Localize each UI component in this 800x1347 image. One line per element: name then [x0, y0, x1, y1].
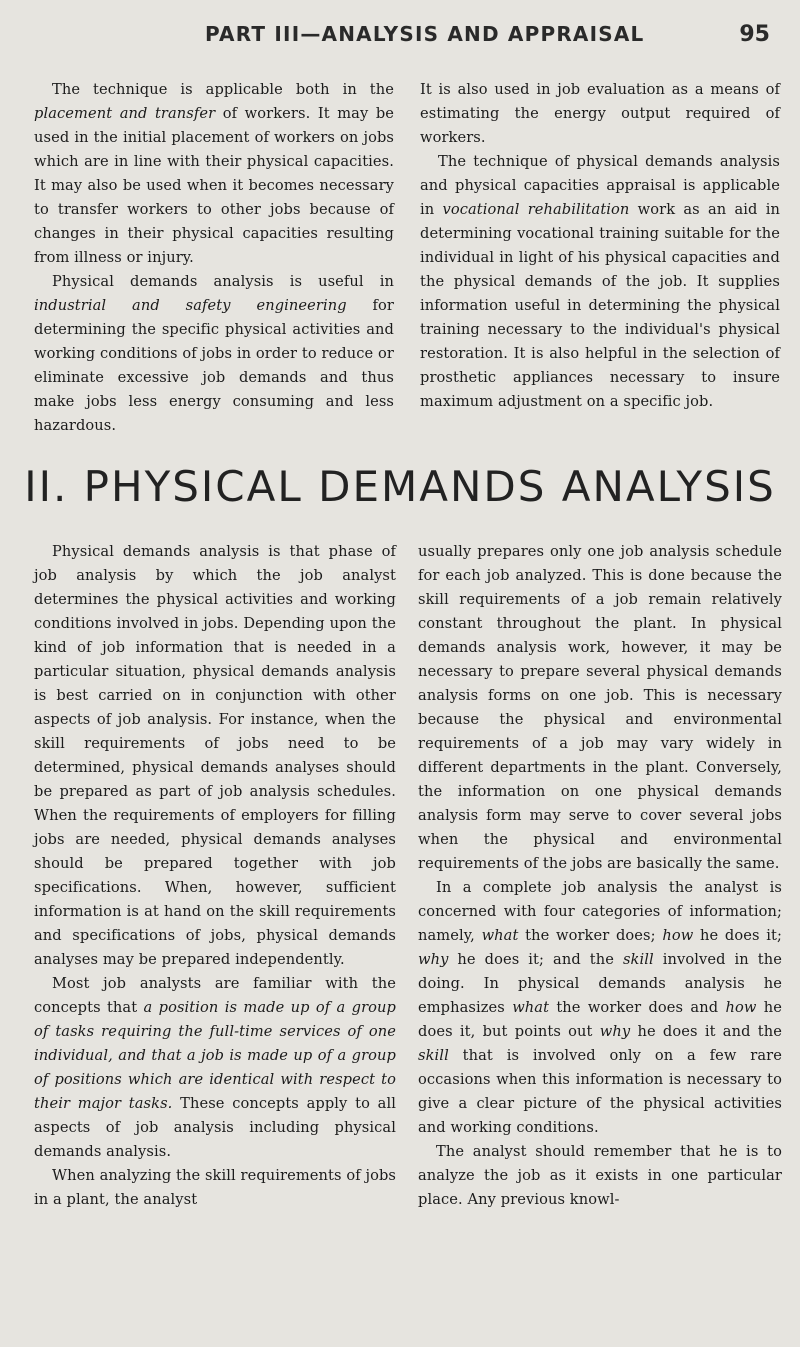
- paragraph-vocational-rehabilitation: The technique of physical demands analysis and physical capacities appraisal is applicable in vocational rehabilitation work as an aid in determining vocational training suitable for the individual in light of his physical capacities and the physical demands of the job. It supplies information useful in determining the physical training necessary to the individual's physical restoration. It is also helpful in the selection of prosthetic appliances necessary to insure maximum adjustment on a specific job.: [420, 153, 780, 410]
- top-left-column: [34, 78, 394, 438]
- paragraph-schedule: usually prepares only one job analysis schedule for each job analyzed. This is done because the skill requirements of a job remain relatively constant throughout the plant. In physical demands analysis work, however, it may be necessary to prepare several physical demands analysis forms on one job. This is necessary because the physical and environmental requirements of a job may vary widely in different departments in the plant. Conversely, the information on one physical demands analysis form may serve to cover several jobs when the physical and environmental requirements of the jobs are basically the same.: [418, 543, 782, 872]
- paragraph-definition: Physical demands analysis is that phase of job analysis by which the job analyst determines the physical activities and working conditions involved in jobs. Depending upon the kind of job information that is needed in a particular situation, physical demands analysis is best carried on in conjunction with other aspects of job analysis. For instance, when the skill requirements of jobs need to be determined, physical demands analyses should be prepared as part of job analysis schedules. When the requirements of employers for filling jobs are needed, physical demands analyses should be prepared together with job specifications. When, however, sufficient information is at hand on the skill requirements and specifications of jobs, physical demands analyses may be prepared independently.: [34, 543, 396, 968]
- running-title: PART III—ANALYSIS AND APPRAISAL: [205, 22, 645, 46]
- bottom-left-column: [34, 540, 396, 1212]
- paragraph-analyst-remember: The analyst should remember that he is to analyze the job as it exists in one particular place. Any previous knowl-: [418, 1143, 782, 1208]
- bottom-right-column: [418, 540, 782, 1212]
- section-heading: II. PHYSICAL DEMANDS ANALYSIS: [24, 462, 776, 511]
- paragraph-placement-transfer: The technique is applicable both in the placement and transfer of workers. It may be used in the initial placement of workers on jobs which are in line with their physical capacities. It may also be used when it becomes necessary to transfer workers to other jobs because of changes in their physical capacities resulting from illness or injury.: [34, 81, 395, 266]
- paragraph-concepts: Most job analysts are familiar with the concepts that a position is made up of a group of tasks requiring the full-time services of one individual, and that a job is made up of a group of positions which are identical with respect to their major tasks. These concepts apply to all aspects of job analysis including physical demands analysis.: [34, 975, 397, 1160]
- running-header: [0, 22, 800, 62]
- paragraph-analyzing-skill: When analyzing the skill requirements of jobs in a plant, the analyst: [34, 1167, 397, 1208]
- paragraph-job-evaluation: It is also used in job evaluation as a means of estimating the energy output required of workers.: [420, 81, 780, 146]
- paragraph-four-categories: In a complete job analysis the analyst is concerned with four categories of information; namely, what the worker does; how he does it; why he does it; and the skill involved in the doing. In physical demands analysis he emphasizes what the worker does and how he does it, but points out why he does it and the skill that is involved only on a few rare occasions when this information is necessary to give a clear picture of the physical activities and working conditions.: [418, 879, 783, 1136]
- top-right-column: [420, 78, 780, 414]
- paragraph-industrial-safety: Physical demands analysis is useful in industrial and safety engineering for determining the specific physical activities and working conditions of jobs in order to reduce or eliminate excessive job demands and thus make jobs less energy consuming and less hazardous.: [34, 273, 395, 434]
- page-number: 95: [739, 22, 770, 47]
